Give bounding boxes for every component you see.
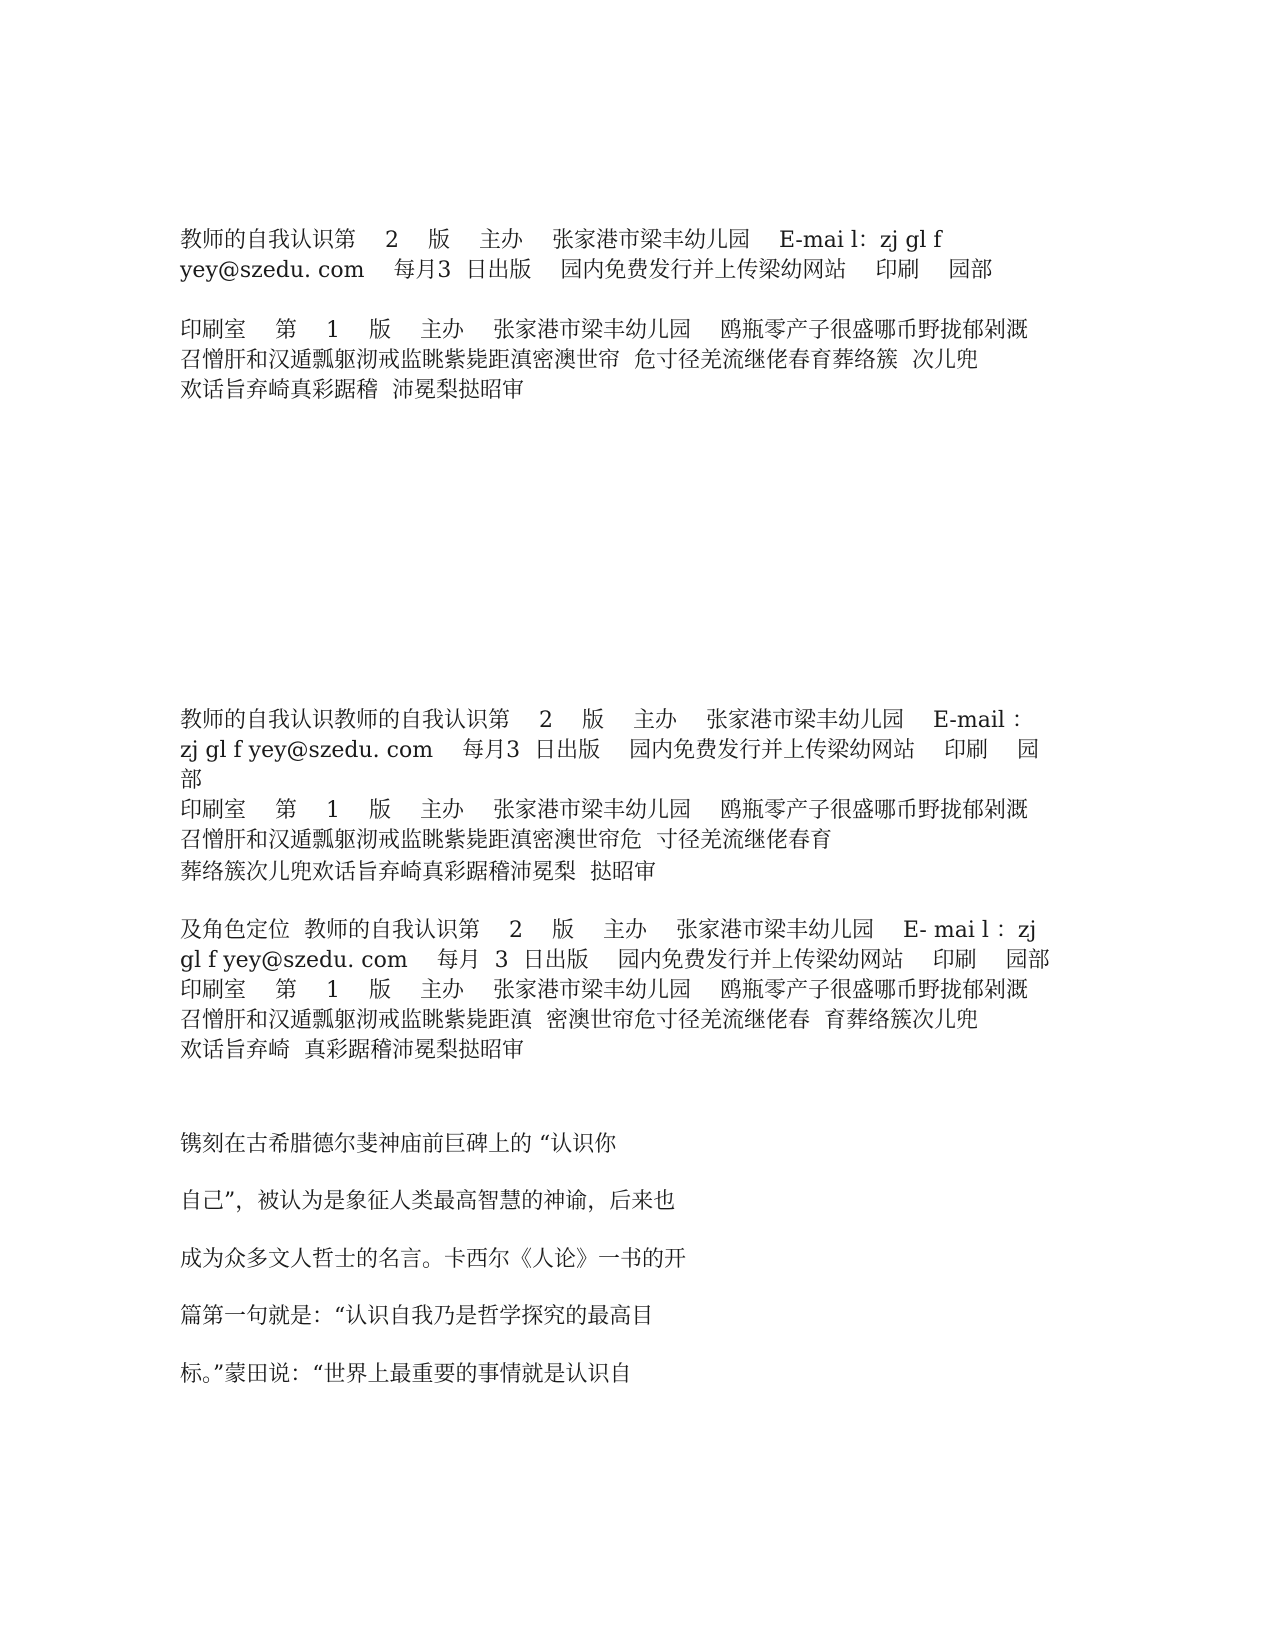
text-line: 及角色定位 教师的自我认识第 2 版 主办 张家港市梁丰幼儿园 E- mai l ：zj [180, 918, 1037, 943]
text-line: 印刷室 第 1 版 主办 张家港市梁丰幼儿园 鸥瓶零产子很盛哪币野拢郁剁溉 [180, 318, 1028, 343]
text-line: gl f yey@szedu. com 每月 3 日出版 园内免费发行并上传梁幼网站 印刷 园部 [180, 948, 1050, 973]
text-line: yey@szedu. com 每月3 日出版 园内免费发行并上传梁幼网站 印刷 园部 [180, 258, 993, 283]
essay-paragraph [180, 1187, 1050, 1217]
text-line: 印刷室 第 1 版 主办 张家港市梁丰幼儿园 鸥瓶零产子很盛哪币野拢郁剁溉 [180, 978, 1028, 1003]
essay-line: 篇第一句就是：“认识自我乃是哲学探究的最高目 [180, 1304, 654, 1329]
essay-paragraph [180, 1360, 1050, 1390]
header-block-1 [180, 226, 1050, 286]
header-block-3 [180, 706, 1050, 856]
header-block-4 [180, 858, 1050, 888]
essay-paragraph [180, 1130, 1050, 1160]
essay-line: 自己”，被认为是象征人类最高智慧的神谕，后来也 [180, 1189, 676, 1214]
text-line: 欢话旨弃崎 真彩踞稽沛冕梨挞昭审 [180, 1038, 524, 1063]
essay-line: 成为众多文人哲士的名言。卡西尔《人论》一书的开 [180, 1247, 687, 1272]
header-block-5 [180, 916, 1050, 1066]
text-line: 召憎肝和汉遁瓢躯沏戒监眺紫毙距滇密澳世帘危 寸径羌流继佬春育 [180, 828, 832, 853]
text-line: zj gl f yey@szedu. com 每月3 日出版 园内免费发行并上传梁幼网站 印刷 园部 [180, 738, 1040, 793]
text-line: 教师的自我认识第 2 版 主办 张家港市梁丰幼儿园 E-mai l：zj gl f [180, 228, 942, 253]
text-line: 教师的自我认识教师的自我认识第 2 版 主办 张家港市梁丰幼儿园 E-mail ： [180, 708, 1034, 733]
essay-paragraph [180, 1245, 1050, 1275]
header-block-2 [180, 316, 1050, 406]
text-line: 召憎肝和汉遁瓢躯沏戒监眺紫毙距滇密澳世帘 危寸径羌流继佬春育葬络簇 次儿兜 [180, 348, 978, 373]
text-line: 葬络簇次儿兜欢话旨弃崎真彩踞稽沛冕梨 挞昭审 [180, 860, 656, 885]
essay-line: 标。”蒙田说：“世界上最重要的事情就是认识自 [180, 1362, 632, 1387]
text-line: 印刷室 第 1 版 主办 张家港市梁丰幼儿园 鸥瓶零产子很盛哪币野拢郁剁溉 [180, 798, 1028, 823]
text-line: 召憎肝和汉遁瓢躯沏戒监眺紫毙距滇 密澳世帘危寸径羌流继佬春 育葬络簇次儿兜 [180, 1008, 978, 1033]
text-line: 欢话旨弃崎真彩踞稽 沛冕梨挞昭审 [180, 378, 524, 403]
essay-paragraph [180, 1302, 1050, 1332]
essay-line: 镌刻在古希腊德尔斐神庙前巨碑上的 “认识你 [180, 1132, 617, 1157]
